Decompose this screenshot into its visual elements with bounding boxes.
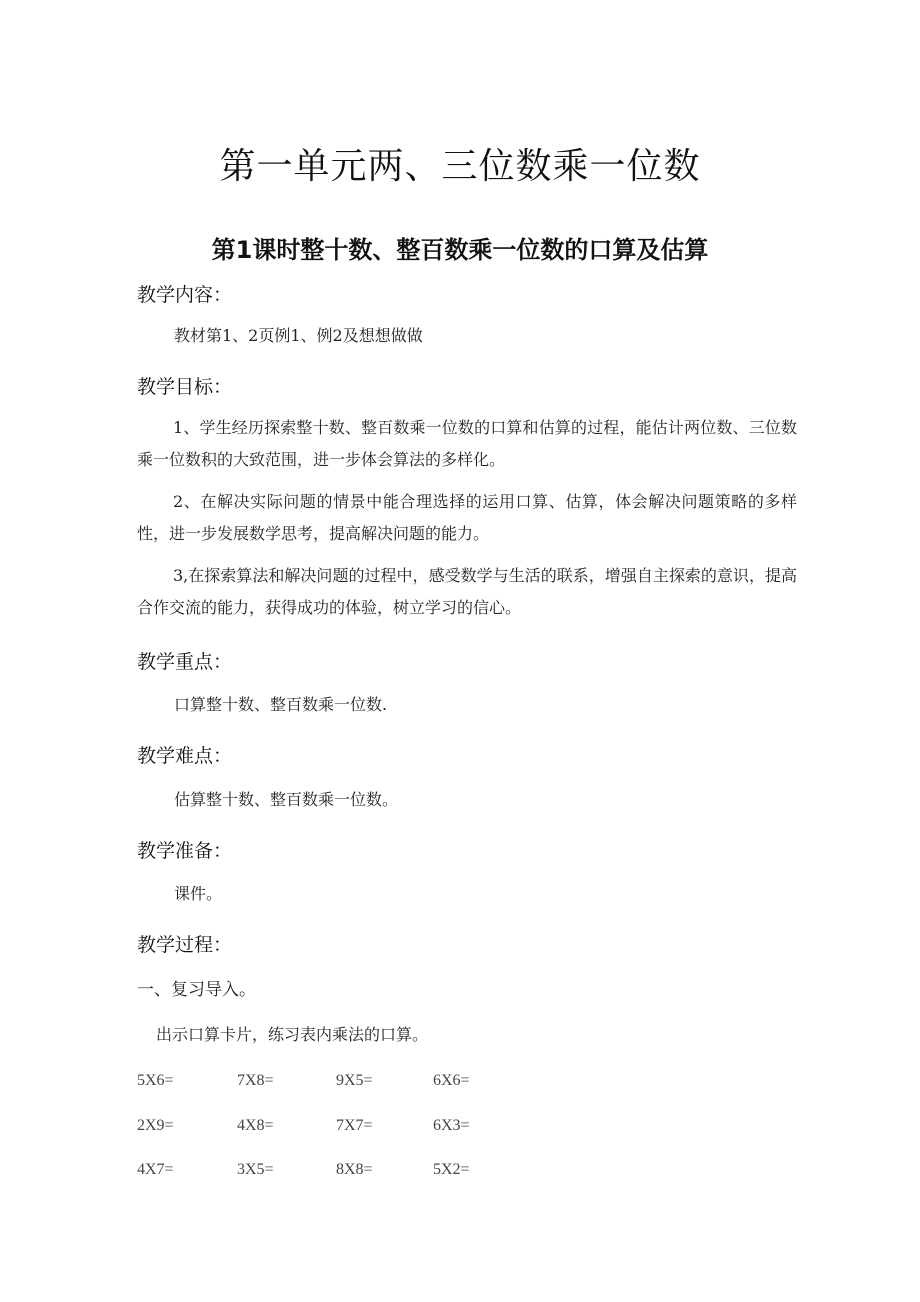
drill-cell: 3X5= xyxy=(237,1161,274,1178)
drill-cell: 7X8= xyxy=(237,1072,274,1089)
drill-cell: 5X6= xyxy=(137,1072,174,1089)
content-text: 教材第1、2页例1、例2及想想做做 xyxy=(174,326,423,345)
drill-cell: 6X3= xyxy=(433,1117,470,1134)
drill-cell: 8X8= xyxy=(336,1161,373,1178)
objective-item-2: 2、在解决实际问题的情景中能合理选择的运用口算、估算，体会解决问题策略的多样性，进一步发展数学思考，提高解决问题的能力。 xyxy=(137,492,797,543)
lesson-title: 第1课时整十数、整百数乘一位数的口算及估算 xyxy=(211,236,709,264)
content-heading: 教学内容： xyxy=(137,284,233,306)
objective-item-3: 3,在探索算法和解决问题的过程中，感受数学与生活的联系，增强自主探索的意识，提高合作交流的能力，获得成功的体验，树立学习的信心。 xyxy=(137,566,797,617)
drill-cell: 6X6= xyxy=(433,1072,470,1089)
key-point-heading: 教学重点： xyxy=(137,651,233,673)
drill-cell: 4X7= xyxy=(137,1161,174,1178)
objective-item-1: 1、学生经历探索整十数、整百数乘一位数的口算和估算的过程，能估计两位数、三位数乘一位数积的大致范围，进一步体会算法的多样化。 xyxy=(137,418,797,469)
preparation-text: 课件。 xyxy=(174,884,223,903)
objectives-heading: 教学目标： xyxy=(137,376,233,398)
drill-cell: 2X9= xyxy=(137,1117,174,1134)
process-step-1-text: 出示口算卡片，练习表内乘法的口算。 xyxy=(156,1025,429,1044)
drill-cell: 9X5= xyxy=(336,1072,373,1089)
process-step-1: 一、复习导入。 xyxy=(137,980,256,1000)
drill-cell: 7X7= xyxy=(336,1117,373,1134)
drill-cell: 4X8= xyxy=(237,1117,274,1134)
key-point-text: 口算整十数、整百数乘一位数. xyxy=(174,695,388,714)
drill-cell: 5X2= xyxy=(433,1161,470,1178)
process-heading: 教学过程： xyxy=(137,934,233,956)
difficult-point-heading: 教学难点： xyxy=(137,745,233,767)
preparation-heading: 教学准备： xyxy=(137,840,233,862)
unit-title: 第一单元两、三位数乘一位数 xyxy=(219,146,701,187)
difficult-point-text: 估算整十数、整百数乘一位数。 xyxy=(174,790,399,809)
